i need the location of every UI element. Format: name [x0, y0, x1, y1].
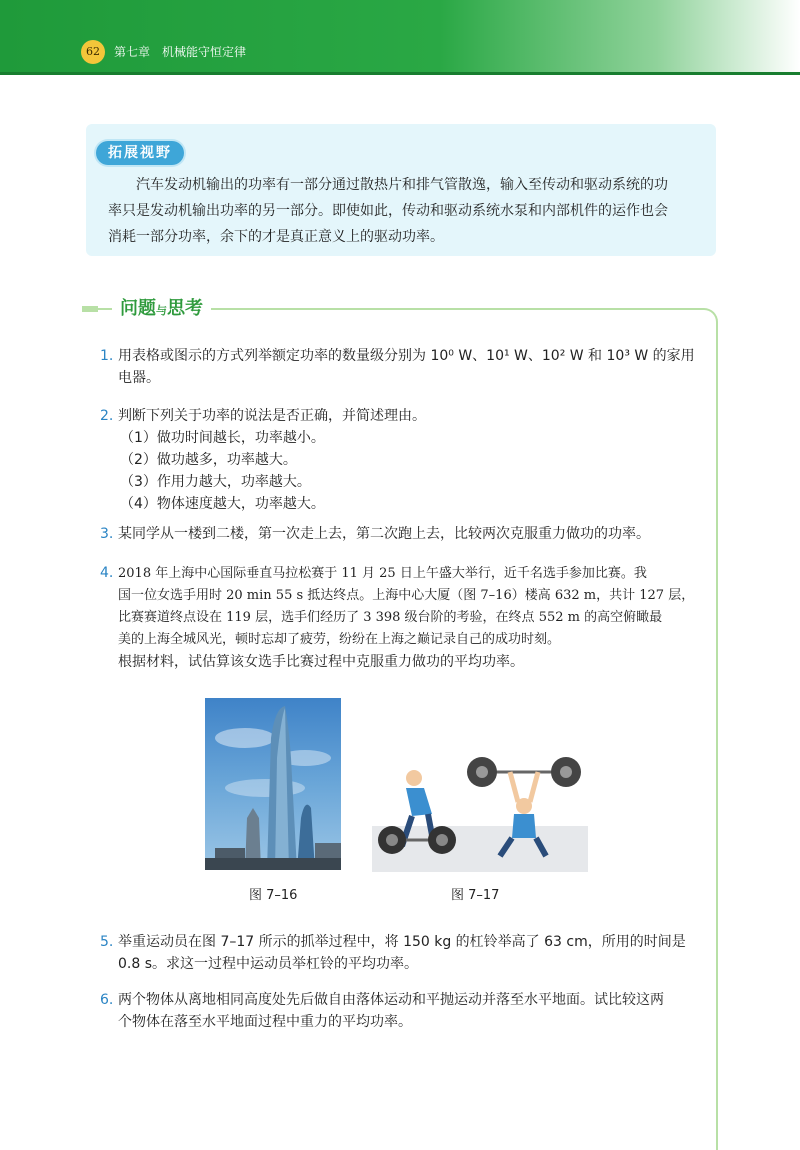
question-text: 电器。 [118, 370, 160, 386]
question-text: 某同学从一楼到二楼，第一次走上去，第二次跑上去，比较两次克服重力做功的功率。 [118, 526, 650, 542]
question-text: 国一位女选手用时 20 min 55 s 抵达终点。上海中心大厦（图 7–16）楼高 632 m，共计 127 层， [118, 588, 695, 603]
question-text: 个物体在落至水平地面过程中重力的平均功率。 [118, 1014, 412, 1030]
question-text: 两个物体从离地相同高度处先后做自由落体运动和平抛运动并落至水平地面。试比较这两 [118, 992, 664, 1008]
question-text: 美的上海全城风光，顿时忘却了疲劳，纷纷在上海之巅记录自己的成功时刻。 [118, 632, 561, 647]
figure-shanghai-tower [205, 698, 341, 870]
extension-title: 拓展视野 [96, 141, 184, 165]
question-number: 6. [100, 992, 114, 1008]
question-text: 0.8 s。求这一过程中运动员举杠铃的平均功率。 [118, 956, 419, 972]
figure-caption-7-17: 图 7–17 [451, 888, 500, 903]
question-option: （3）作用力越大，功率越大。 [120, 474, 311, 490]
question-option: （2）做功越多，功率越大。 [120, 452, 297, 468]
question-text: 2018 年上海中心国际垂直马拉松赛于 11 月 25 日上午盛大举行，近千名选手参加比赛。我 [118, 566, 647, 581]
question-number: 5. [100, 934, 114, 950]
extension-text [108, 172, 698, 250]
extension-line: 汽车发动机输出的功率有一部分通过散热片和排气管散逸，输入至传动和驱动系统的功 [136, 177, 668, 193]
figure-caption-7-16: 图 7–16 [249, 888, 298, 903]
question-option: （4）物体速度越大，功率越大。 [120, 496, 325, 512]
weightlifting-illustration [372, 754, 588, 872]
question-text: 根据材料，试估算该女选手比赛过程中克服重力做功的平均功率。 [118, 654, 524, 670]
question-number: 4. [100, 565, 114, 581]
page-header [0, 0, 800, 74]
header-divider [0, 72, 800, 75]
extension-line: 消耗一部分功率，余下的才是真正意义上的驱动功率。 [108, 229, 444, 245]
question-text: 举重运动员在图 7–17 所示的抓举过程中，将 150 kg 的杠铃举高了 63 cm，所用的时间是 [118, 934, 686, 950]
chapter-number: 第七章 [114, 45, 151, 59]
question-text: 用表格或图示的方式列举额定功率的数量级分别为 10⁰ W、10¹ W、10² W 和 10³ W 的家用 [118, 348, 695, 364]
figure-weightlifting [372, 754, 588, 872]
question-text: 比赛赛道终点设在 119 层，选手们经历了 3 398 级台阶的考验，在终点 552 m 的高空俯瞰最 [118, 610, 663, 625]
question-4 [100, 562, 700, 673]
question-2 [100, 405, 700, 515]
question-5 [100, 931, 700, 975]
question-1 [100, 345, 700, 389]
extension-line: 率只是发动机输出功率的另一部分。即使如此，传动和驱动系统水泵和内部机件的运作也会 [108, 203, 668, 219]
question-number: 2. [100, 408, 114, 424]
question-3 [100, 523, 700, 545]
chapter-title: 机械能守恒定律 [162, 45, 247, 59]
question-number: 3. [100, 526, 114, 542]
questions-frame-accent [82, 306, 98, 312]
chapter-heading [114, 43, 258, 60]
question-option: （1）做功时间越长，功率越小。 [120, 430, 325, 446]
section-title-part: 问题 [120, 298, 156, 319]
shanghai-tower-illustration [205, 698, 341, 870]
section-title-part: 思考 [167, 298, 203, 319]
section-title-connector: 与 [156, 304, 167, 317]
question-number: 1. [100, 348, 114, 364]
question-6 [100, 989, 700, 1033]
question-text: 判断下列关于功率的说法是否正确，并简述理由。 [118, 408, 426, 424]
page-number-badge: 62 [81, 40, 105, 64]
questions-section-title [112, 294, 211, 320]
